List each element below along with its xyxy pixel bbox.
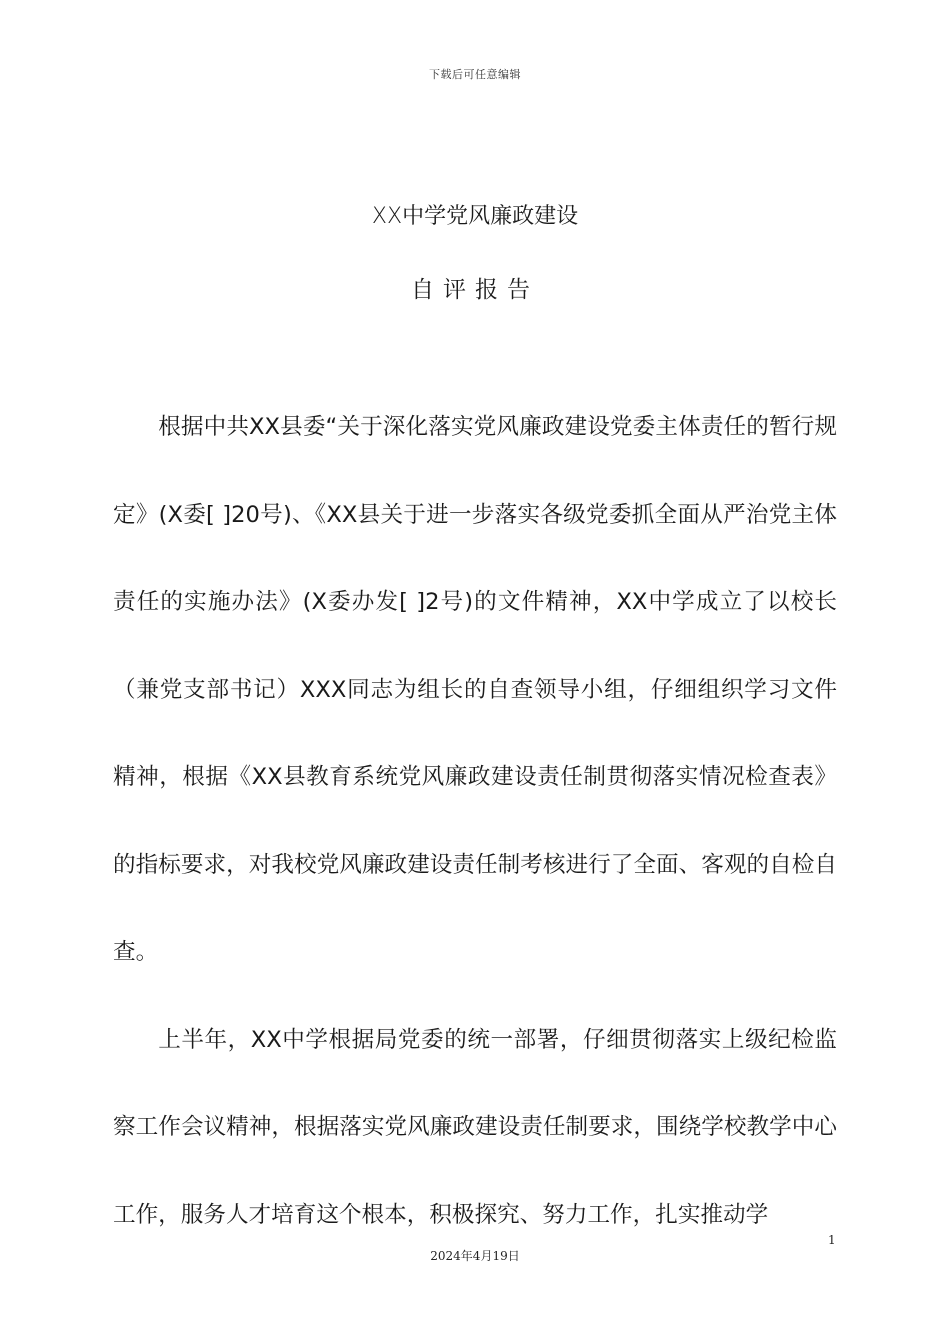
document-body xyxy=(113,384,837,1259)
footer-date: 2024年4月19日 xyxy=(430,1249,520,1263)
body-paragraph: 根据中共XX县委“关于深化落实党风廉政建设党委主体责任的暂行规定》(X委[ ]20号)、《XX县关于进一步落实各级党委抓全面从严治党主体责任的实施办法》(X委办发[ ]2号)的文件精神，XX中学成立了以校长（兼党支部书记）XXX同志为组长的自查领导小组，仔细组织学习文件精神，根据《XX县教育系统党风廉政建设责任制贯彻落实情况检查表》的指标要求，对我校党风廉政建设责任制考核进行了全面、客观的自检自查。 xyxy=(113,414,837,965)
header-note: 下载后可任意编辑 xyxy=(429,68,521,81)
document-title: XX中学党风廉政建设 xyxy=(371,204,579,229)
page-number: 1 xyxy=(828,1233,836,1247)
body-paragraph: 上半年，XX中学根据局党委的统一部署，仔细贯彻落实上级纪检监察工作会议精神，根据落实党风廉政建设责任制要求，围绕学校教学中心工作，服务人才培育这个根本，积极探究、努力工作，扎实推动学 xyxy=(113,1026,837,1228)
document-subtitle: 自评报告 xyxy=(411,277,539,303)
